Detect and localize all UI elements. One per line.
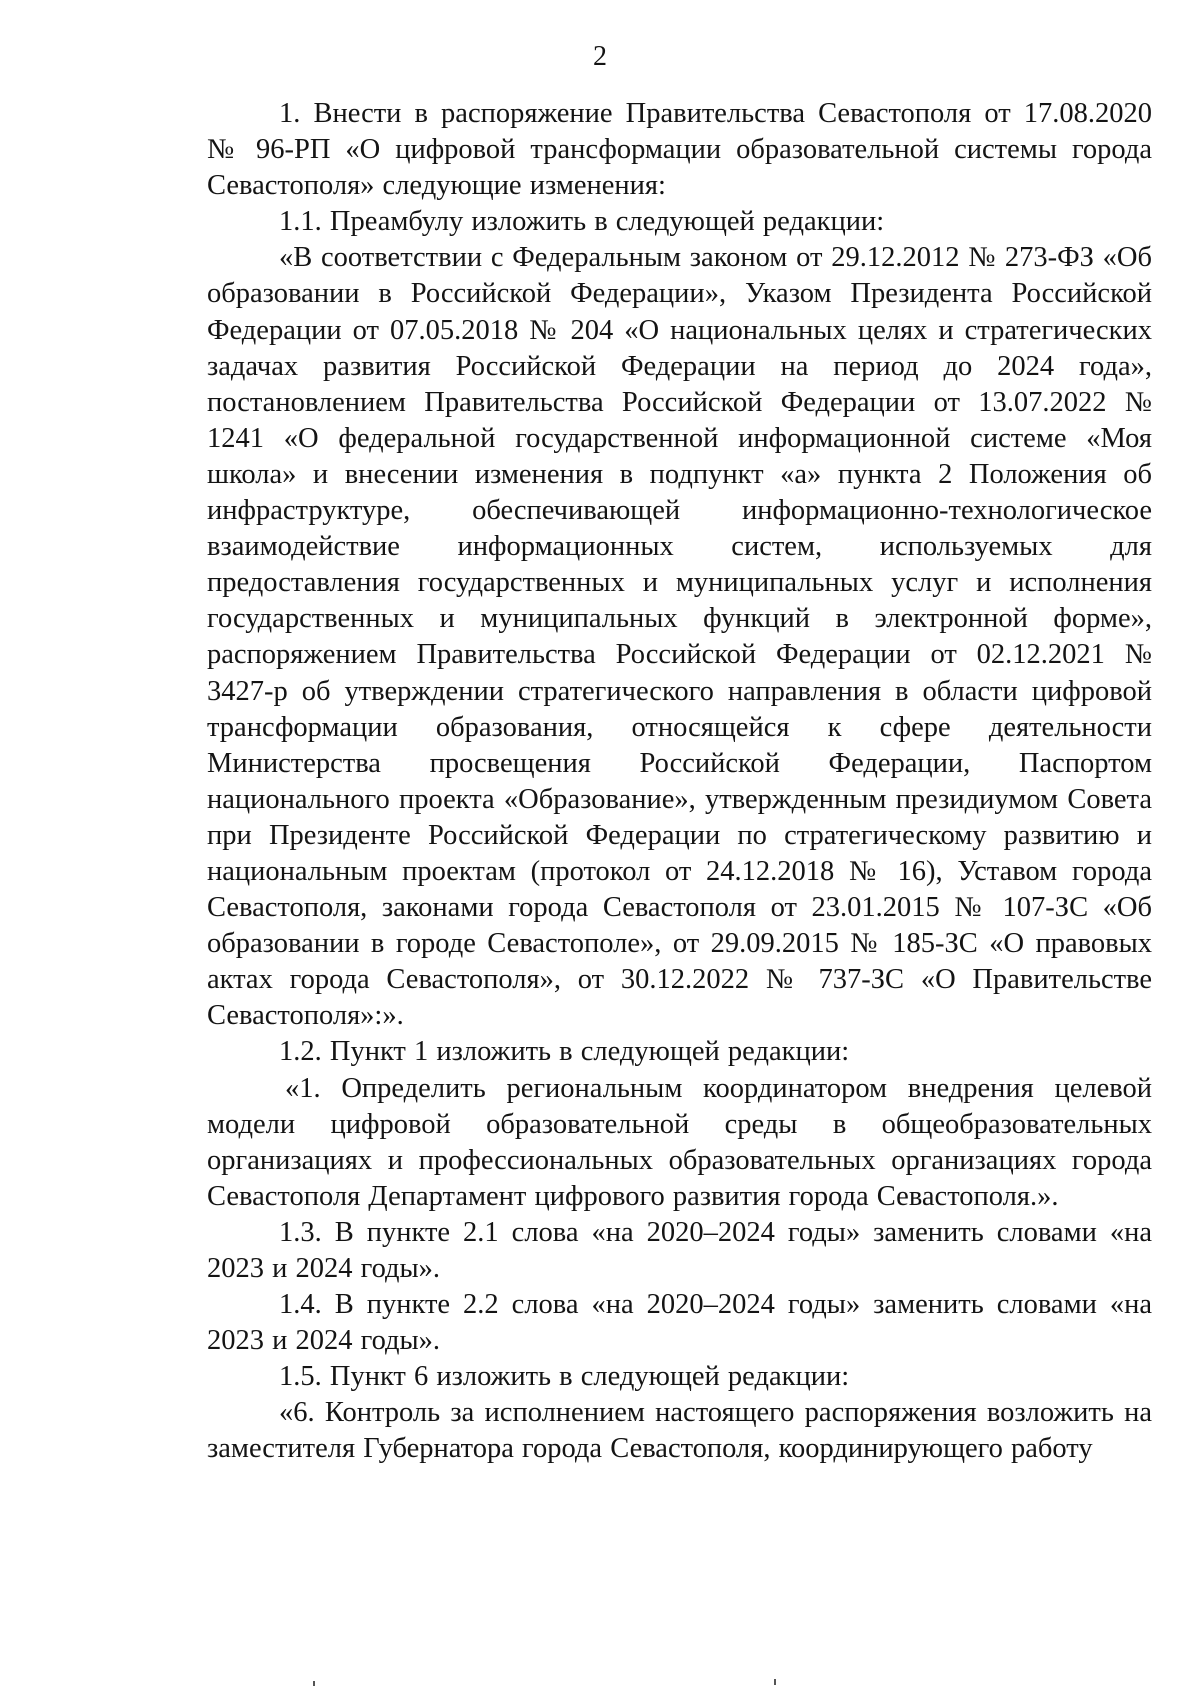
paragraph-1-1: 1.1. Преамбулу изложить в следующей редакции: xyxy=(279,206,885,238)
page-number: 2 xyxy=(593,41,607,72)
paragraph-1-2-text: «1. Определить региональным координатором внедрения целевой модели цифровой образовательной среды в общеобразовательных организациях и профессиональных образовательных организациях города Севастополя Департамент цифрового развития города Севастополя.». xyxy=(207,1072,1152,1212)
paragraph-1-2: 1.2. Пункт 1 изложить в следующей редакции: xyxy=(279,1036,850,1068)
paragraph-1-5: 1.5. Пункт 6 изложить в следующей редакции: xyxy=(279,1361,850,1393)
scan-speck xyxy=(313,1681,315,1686)
paragraph-1-3: 1.3. В пункте 2.1 слова «на 2020–2024 годы» заменить словами «на 2023 и 2024 годы». xyxy=(207,1216,1152,1284)
paragraph-1-1-preamble: «В соответствии с Федеральным законом от 29.12.2012 № 273-ФЗ «Об образовании в Российской Федерации», Указом Президента Российской Федерации от 07.05.2018 № 204 «О национальных целях и стратегических задачах развития Российской Федерации на период до 2024 года», постановлением Правительства Российской Федерации от 13.07.2022 № 1241 «О федеральной государственной информационной системе «Моя школа» и внесении изменения в подпункт «а» пункта 2 Положения об инфраструктуре, обеспечивающей информационно-технологическое взаимодействие информационных систем, используемых для предоставления государственных и муниципальных услуг и исполнения государственных и муниципальных функций в электронной форме», распоряжением Правительства Российской Федерации от 02.12.2021 № 3427-р об утверждении стратегического направления в области цифровой трансформации образования, относящейся к сфере деятельности Министерства просвещения Российской Федерации, Паспортом национального проекта «Образование», утвержденным президиумом Совета при Президенте Российской Федерации по стратегическому развитию и национальным проектам (протокол от 24.12.2018 № 16), Уставом города Севастополя, законами города Севастополя от 23.01.2015 № 107-ЗС «Об образовании в городе Севастополе», от 29.09.2015 № 185-ЗС «О правовых актах города Севастополя», от 30.12.2022 № 737-ЗС «О Правительстве Севастополя»:». xyxy=(207,242,1152,1032)
scan-speck xyxy=(774,1679,776,1685)
paragraph-1-5-text: «6. Контроль за исполнением настоящего распоряжения возложить на заместителя Губернатора города Севастополя, координирующего работу xyxy=(207,1397,1152,1465)
document-body xyxy=(207,96,1152,1468)
paragraph-1-4: 1.4. В пункте 2.2 слова «на 2020–2024 годы» заменить словами «на 2023 и 2024 годы». xyxy=(207,1289,1152,1357)
paragraph-1: 1. Внести в распоряжение Правительства Севастополя от 17.08.2020 № 96-РП «О цифровой трансформации образовательной системы города Севастополя» следующие изменения: xyxy=(207,98,1152,202)
